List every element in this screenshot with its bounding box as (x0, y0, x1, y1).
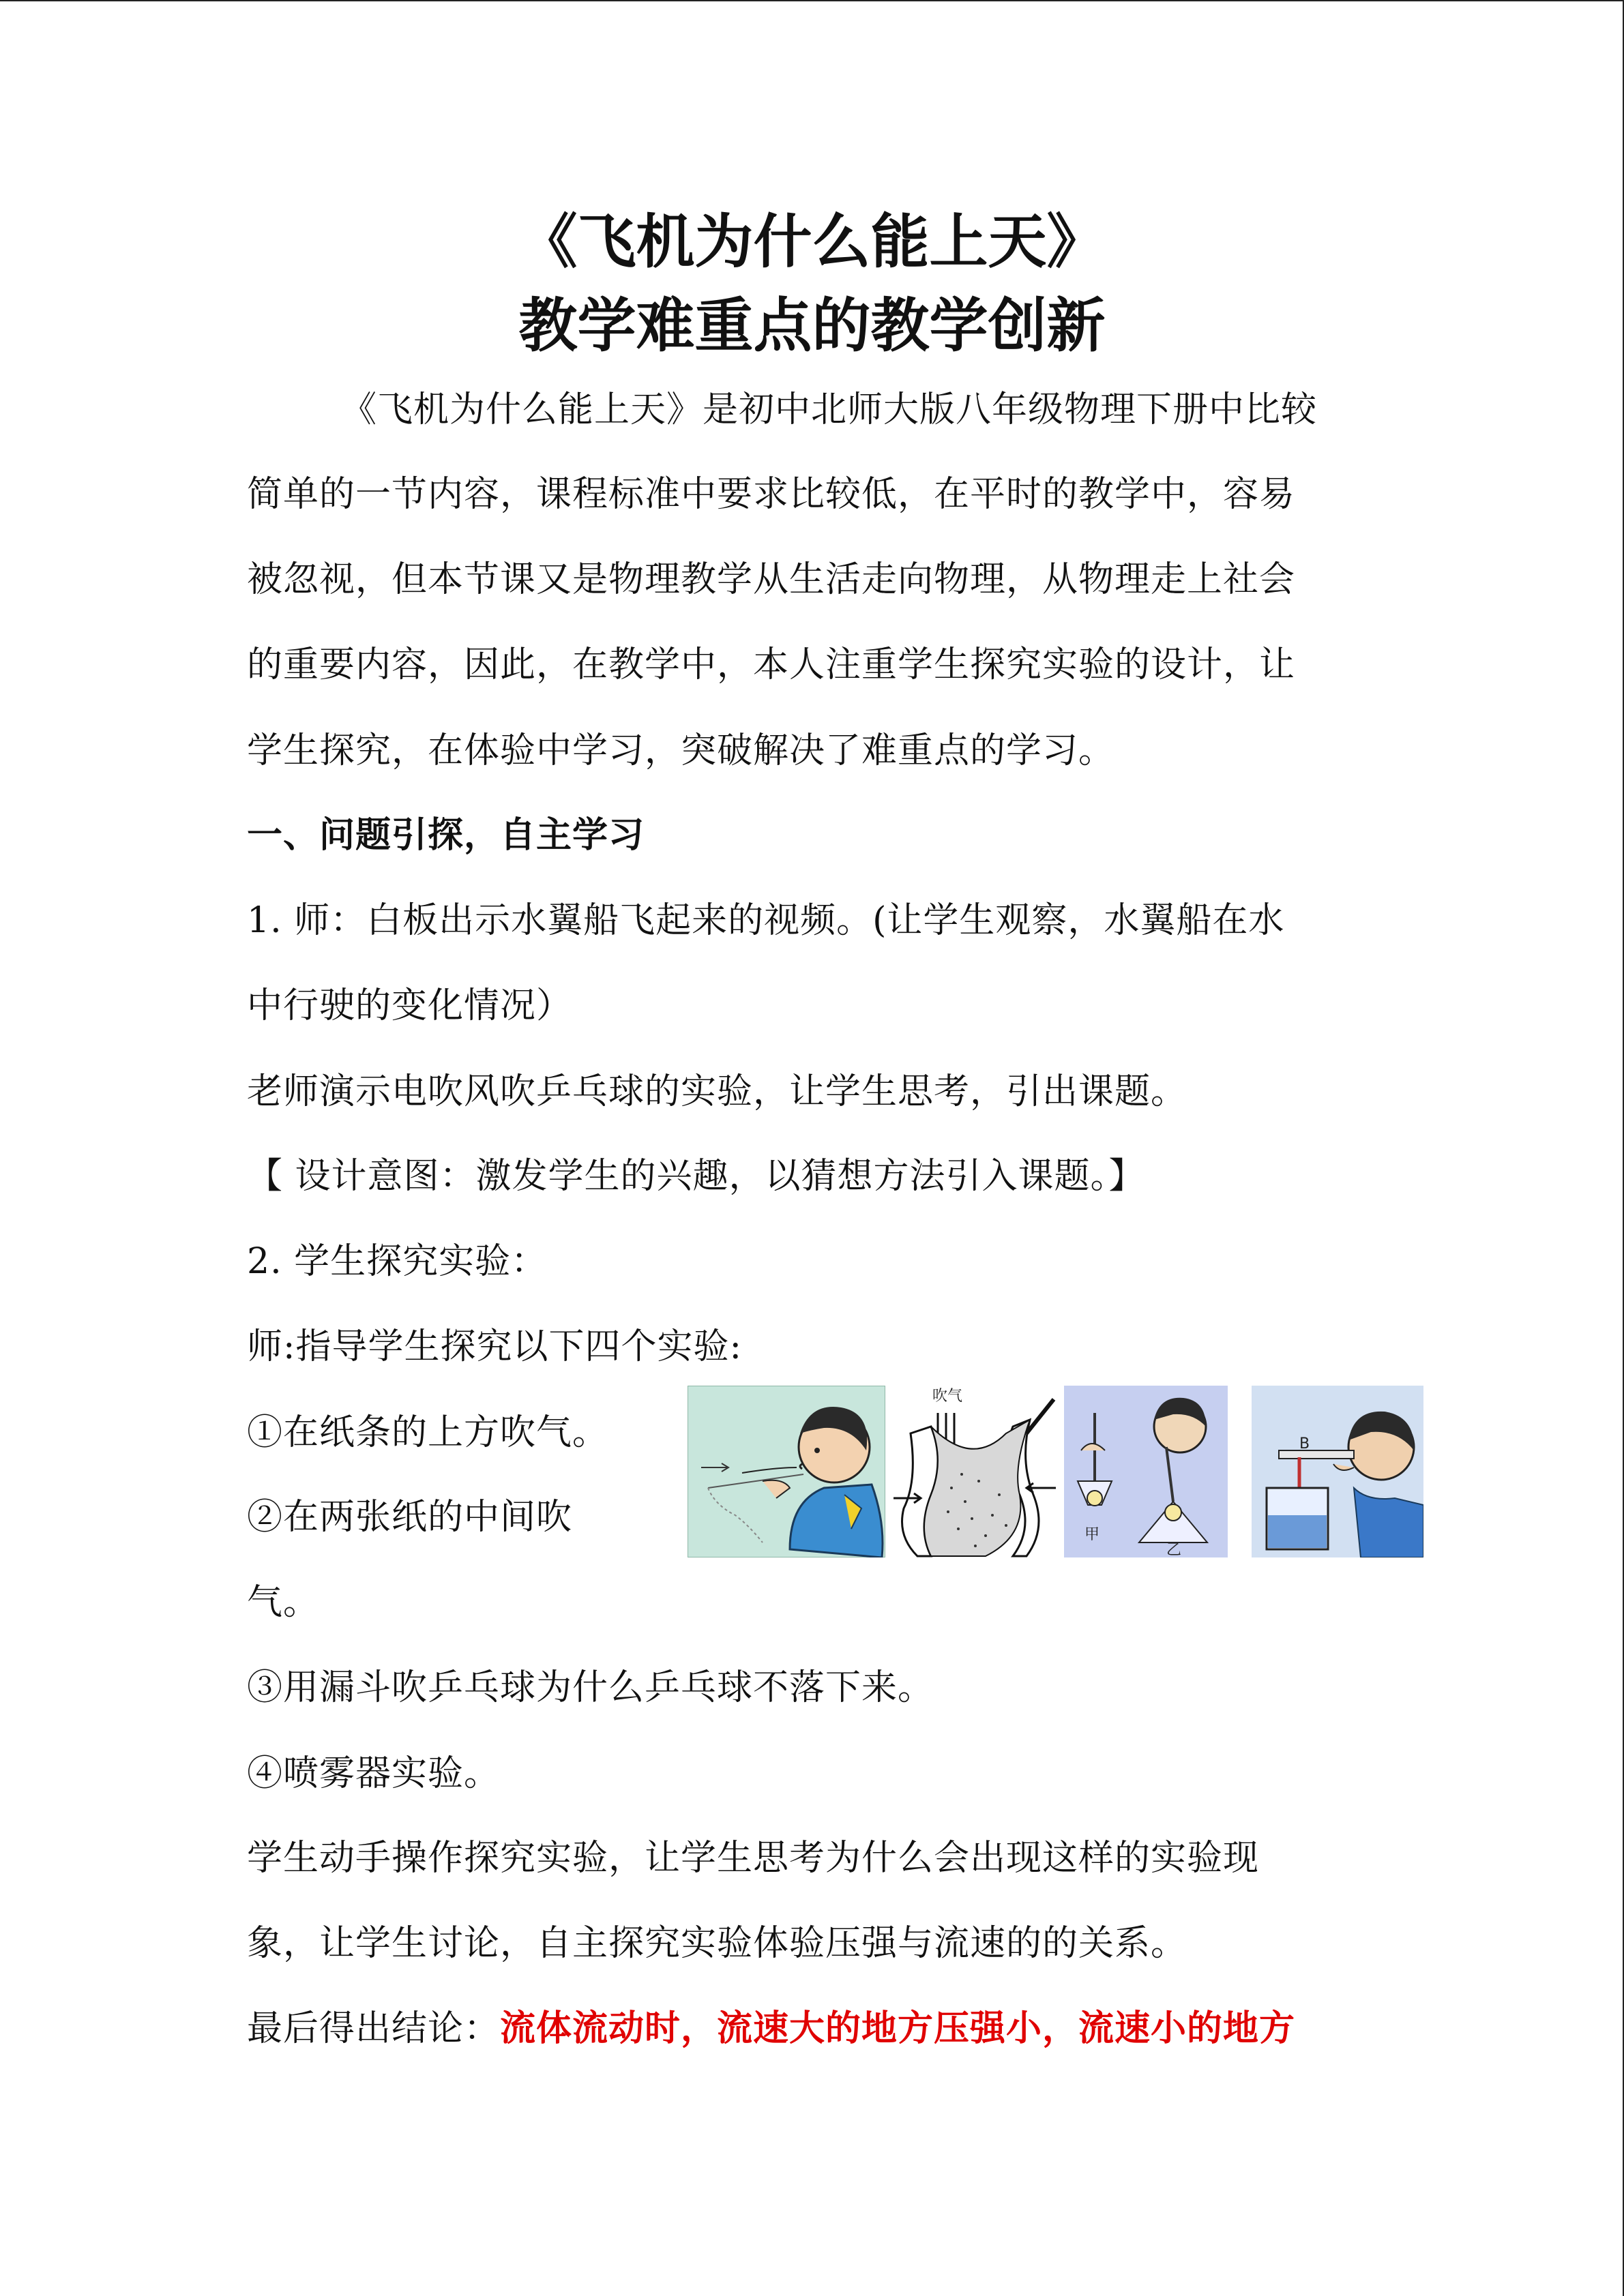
student-line-a: 学生动手操作探究实验，让学生思考为什么会出现这样的实验现 (247, 1838, 1260, 1879)
document-title-line2: 教学难重点的教学创新 (518, 292, 1106, 360)
figure-blow-over-paper (688, 1386, 885, 1557)
section-heading: 一、问题引探，自主学习 (247, 815, 645, 856)
figure-funnel-pingpong (1064, 1386, 1228, 1557)
figure-blow-between-papers (890, 1386, 1059, 1557)
item1-line-b: 中行驶的变化情况） (247, 985, 573, 1026)
experiment-1: ①在纸条的上方吹气。 (247, 1412, 609, 1453)
intro-line-5: 学生探究，在体验中学习，突破解决了难重点的学习。 (247, 730, 1115, 771)
intro-line-3: 被忽视，但本节课又是物理教学从生活走向物理，从物理走上社会 (247, 559, 1296, 600)
figure3-label-a: 甲 (1084, 1526, 1100, 1543)
conclusion-line (247, 2005, 1295, 2053)
figure-sprayer (1252, 1386, 1423, 1557)
conclusion-highlight: 流体流动时，流速大的地方压强小，流速小的地方 (500, 2008, 1296, 2049)
design-intent-line: 【 设计意图：激发学生的兴趣，以猜想方法引入课题。】 (247, 1156, 1145, 1197)
item2-line: 2. 学生探究实验： (247, 1241, 548, 1282)
experiment-2-line-a: ②在两张纸的中间吹 (247, 1497, 573, 1538)
guide-line: 师:指导学生探究以下四个实验: (247, 1326, 743, 1367)
intro-line-1: 《飞机为什么能上天》是初中北师大版八年级物理下册中比较 (341, 389, 1318, 430)
intro-line-4: 的重要内容，因此，在教学中，本人注重学生探究实验的设计，让 (247, 644, 1296, 685)
experiment-3: ③用漏斗吹乒乓球为什么乒乓球不落下来。 (247, 1667, 934, 1708)
document-title-line1: 《飞机为什么能上天》 (518, 208, 1106, 276)
figure3-label-b: 乙 (1166, 1542, 1182, 1557)
item1-line-a: 1. 师：白板出示水翼船飞起来的视频。(让学生观察，水翼船在水 (247, 900, 1285, 941)
experiment-4: ④喷雾器实验。 (247, 1753, 501, 1794)
demo-line: 老师演示电吹风吹乒乓球的实验，让学生思考，引出课题。 (247, 1071, 1187, 1112)
figure2-label: 吹气 (932, 1388, 963, 1405)
figure4-label: B (1299, 1435, 1310, 1452)
conclusion-prefix: 最后得出结论： (247, 2008, 501, 2049)
student-line-b: 象，让学生讨论，自主探究实验体验压强与流速的的关系。 (247, 1923, 1187, 1964)
experiment-2-line-b: 气。 (247, 1582, 320, 1623)
intro-line-2: 简单的一节内容，课程标准中要求比较低，在平时的教学中，容易 (247, 474, 1296, 515)
